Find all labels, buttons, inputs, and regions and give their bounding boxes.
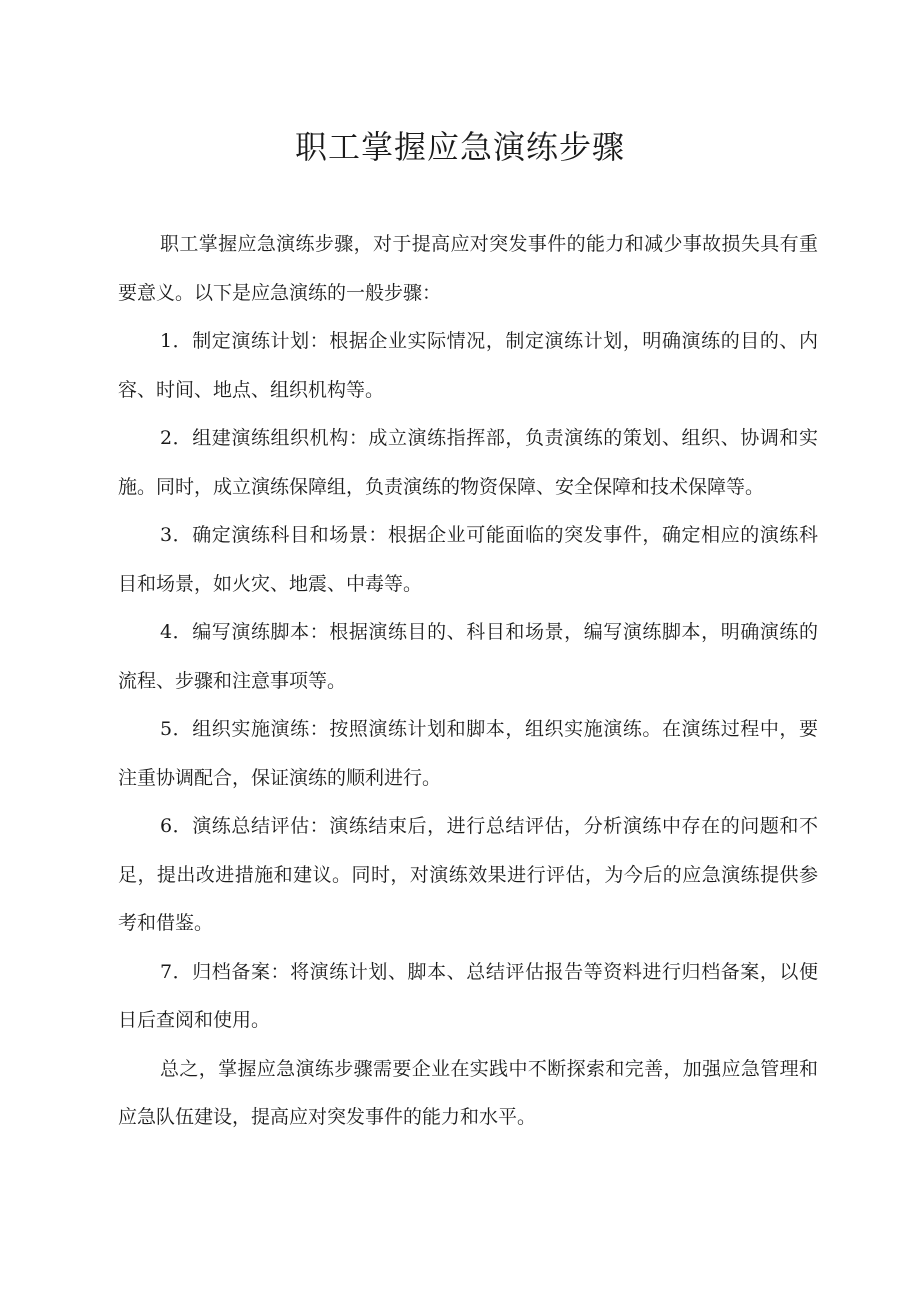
step-4-paragraph: 4．编写演练脚本：根据演练目的、科目和场景，编写演练脚本，明确演练的流程、步骤和注意事项等。 [118,621,818,692]
step-7-paragraph: 7．归档备案：将演练计划、脚本、总结评估报告等资料进行归档备案，以便日后查阅和使用。 [118,960,818,1031]
document-body [118,220,818,1142]
step-1-paragraph: 1．制定演练计划：根据企业实际情况，制定演练计划，明确演练的目的、内容、时间、地点、组织机构等。 [118,330,818,401]
step-2-paragraph: 2．组建演练组织机构：成立演练指挥部，负责演练的策划、组织、协调和实施。同时，成立演练保障组，负责演练的物资保障、安全保障和技术保障等。 [118,427,818,498]
document-title: 职工掌握应急演练步骤 [294,128,625,166]
step-5-paragraph: 5．组织实施演练：按照演练计划和脚本，组织实施演练。在演练过程中，要注重协调配合，保证演练的顺利进行。 [118,718,818,789]
conclusion-paragraph: 总之，掌握应急演练步骤需要企业在实践中不断探索和完善，加强应急管理和应急队伍建设，提高应对突发事件的能力和水平。 [118,1057,818,1128]
step-3-paragraph: 3．确定演练科目和场景：根据企业可能面临的突发事件，确定相应的演练科目和场景，如火灾、地震、中毒等。 [118,524,818,595]
step-6-paragraph: 6．演练总结评估：演练结束后，进行总结评估，分析演练中存在的问题和不足，提出改进措施和建议。同时，对演练效果进行评估，为今后的应急演练提供参考和借鉴。 [118,815,818,934]
intro-paragraph: 职工掌握应急演练步骤，对于提高应对突发事件的能力和减少事故损失具有重要意义。以下是应急演练的一般步骤： [118,233,818,304]
